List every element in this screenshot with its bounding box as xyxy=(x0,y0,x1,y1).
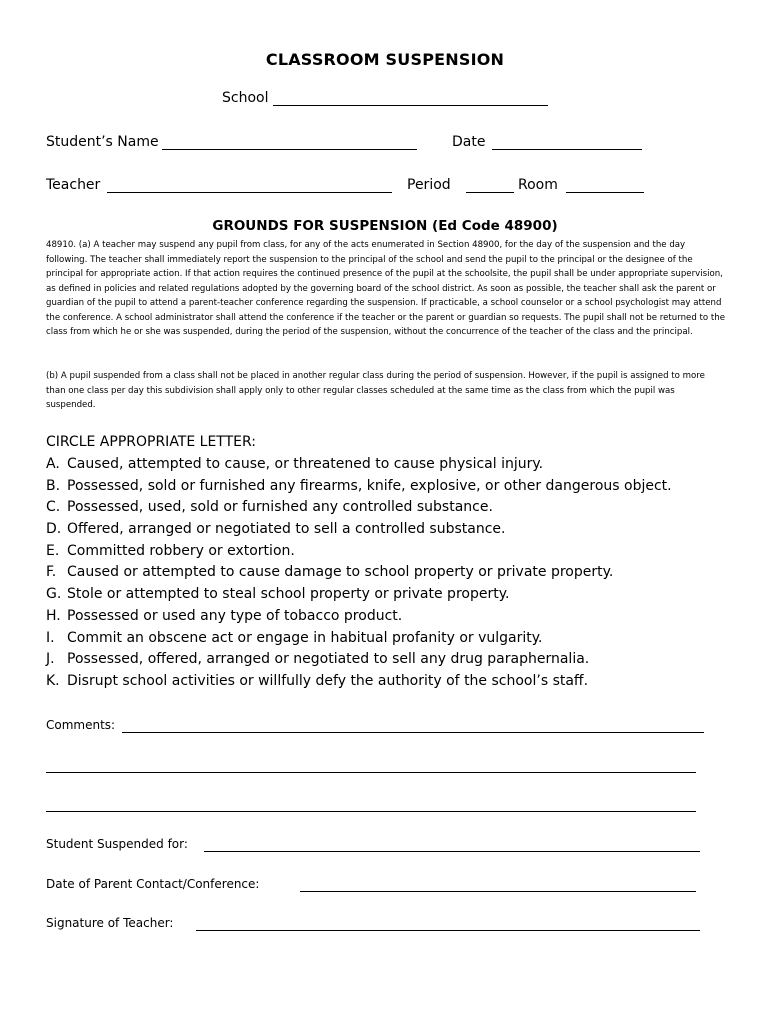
option-text: Possessed, used, sold or furnished any controlled substance. xyxy=(67,499,493,516)
option-c[interactable] xyxy=(46,499,672,521)
option-f[interactable] xyxy=(46,564,672,586)
grounds-title: GROUNDS FOR SUSPENSION (Ed Code 48900) xyxy=(212,218,558,234)
parent-contact-field[interactable] xyxy=(300,877,696,892)
option-text: Commit an obscene act or engage in habitual profanity or vulgarity. xyxy=(67,629,543,646)
option-g[interactable] xyxy=(46,586,672,608)
option-letter[interactable]: I. xyxy=(46,629,55,646)
signature-label: Signature of Teacher: xyxy=(46,916,174,930)
form-title: CLASSROOM SUSPENSION xyxy=(265,50,505,69)
school-field[interactable] xyxy=(273,91,548,106)
option-text: Committed robbery or extortion. xyxy=(67,542,295,559)
parent-contact-label: Date of Parent Contact/Conference: xyxy=(46,877,260,891)
option-letter[interactable]: E. xyxy=(46,542,60,559)
option-letter[interactable]: C. xyxy=(46,499,61,516)
suspended-for-field[interactable] xyxy=(204,837,700,852)
option-letter[interactable]: G. xyxy=(46,586,62,603)
student-name-field[interactable] xyxy=(162,135,417,150)
option-text: Disrupt school activities or willfully defy the authority of the school’s staff. xyxy=(67,672,589,689)
option-j[interactable] xyxy=(46,651,672,673)
option-i[interactable] xyxy=(46,630,672,652)
option-h[interactable] xyxy=(46,608,672,630)
signature-field[interactable] xyxy=(196,916,700,931)
date-field[interactable] xyxy=(492,135,642,150)
option-d[interactable] xyxy=(46,521,672,543)
paragraph-a: 48910. (a) A teacher may suspend any pupil from class, for any of the acts enumerated in Section 48900, for the day of the suspension and the day following. The teacher shall immediately report the suspension to the principal of the school and send the pupil to the principal or the designee of the principal for appropriate action. If that action requires the continued presence of the pupil at the schoolsite, the pupil shall be under appropriate supervision, as defined in policies and related regulations adopted by the governing board of the school district. As soon as possible, the teacher shall ask the parent or guardian of the pupil to attend a parent-teacher conference regarding the suspension. If practicable, a school counselor or a school psychologist may attend the conference. A school administrator shall attend the conference if the teacher or the parent or guardian so requests. The pupil shall not be returned to the class from which he or she was suspended, during the period of the suspension, without the concurrence of the teacher of the class and the principal. xyxy=(46,240,725,337)
student-name-label: Student’s Name xyxy=(46,134,159,150)
teacher-label: Teacher xyxy=(46,177,101,193)
comments-field-line-1[interactable] xyxy=(122,718,704,733)
option-text: Caused, attempted to cause, or threatened to cause physical injury. xyxy=(67,456,544,472)
option-k[interactable] xyxy=(46,673,672,695)
option-text: Possessed, sold or furnished any firearms, knife, explosive, or other dangerous object. xyxy=(67,477,672,494)
option-letter[interactable]: H. xyxy=(46,607,61,624)
paragraph-b: (b) A pupil suspended from a class shall not be placed in another regular class during the period of suspension. However, if the pupil is assigned to more than one class per day this subdivision shall apply only to other regular classes scheduled at the same time as the class from which the pupil was suspended. xyxy=(46,371,705,410)
option-letter[interactable]: D. xyxy=(46,521,62,538)
option-text: Offered, arranged or negotiated to sell a controlled substance. xyxy=(67,521,506,538)
option-e[interactable] xyxy=(46,543,672,565)
option-letter[interactable]: F. xyxy=(46,564,57,581)
room-field[interactable] xyxy=(566,178,644,193)
comments-label: Comments: xyxy=(46,718,116,732)
date-label: Date xyxy=(452,134,486,150)
option-b[interactable] xyxy=(46,478,672,500)
suspended-for-label: Student Suspended for: xyxy=(46,837,188,851)
option-text: Possessed, offered, arranged or negotiated to sell any drug paraphernalia. xyxy=(67,651,590,668)
room-label: Room xyxy=(518,177,558,193)
school-label: School xyxy=(222,90,269,106)
comments-field-line-3[interactable] xyxy=(46,797,696,812)
option-letter[interactable]: A. xyxy=(46,456,60,472)
teacher-field[interactable] xyxy=(107,178,392,193)
option-a[interactable] xyxy=(46,456,672,478)
period-field[interactable] xyxy=(466,178,514,193)
option-text: Caused or attempted to cause damage to school property or private property. xyxy=(67,564,614,581)
comments-field-line-2[interactable] xyxy=(46,758,696,773)
option-letter[interactable]: K. xyxy=(46,672,60,689)
option-letter[interactable]: B. xyxy=(46,477,61,494)
circle-heading: CIRCLE APPROPRIATE LETTER: xyxy=(46,434,257,450)
option-letter[interactable]: J. xyxy=(46,651,55,668)
option-text: Stole or attempted to steal school property or private property. xyxy=(67,586,510,603)
option-text: Possessed or used any type of tobacco product. xyxy=(67,607,403,624)
grounds-options-list xyxy=(46,456,672,695)
period-label: Period xyxy=(407,177,451,193)
